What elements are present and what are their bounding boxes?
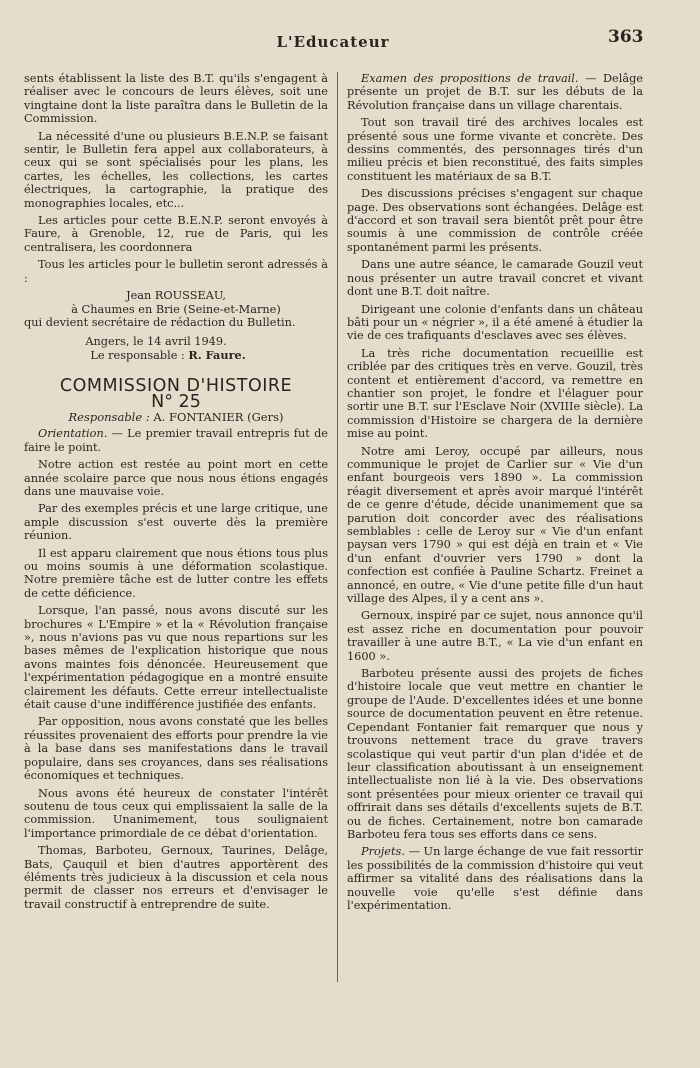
responsible-label: Le responsable : [90,348,185,362]
left-column [24,72,328,915]
responsable-label: Responsable : [68,409,150,424]
paragraph: Les articles pour cette B.E.N.P. seront envoyés à Faure, à Grenoble, 12, rue de Paris, qui les centralisera, les coordonnera [24,214,328,254]
exam-text: — Delâge présente un projet de B.T. sur les débuts de la Révolution française dans un village charentais. [347,72,643,112]
projects-text: — Un large échange de vue fait ressortir les possibilités de la commission d'histoire qui veut affirmer sa vitalité dans des réalisations dans la nouvelle voie qu'elle s'est définie dans l'expérimentation. [347,845,643,912]
paragraph: Il est apparu clairement que nous étions tous plus ou moins soumis à une déformation scolastique. Notre première tâche est de lutter contre les effets de cette déficience. [24,546,328,600]
column-divider [337,72,338,982]
exam-paragraph [347,72,643,112]
orientation-text: — Le premier travail entrepris fut de faire le point. [24,427,328,454]
orientation-paragraph [24,427,328,454]
section-title: COMMISSION D'HISTOIRE [59,376,293,397]
running-title: L'Educateur [276,33,390,51]
paragraph: Thomas, Barboteu, Gernoux, Taurines, Delâge, Bats, Çauquil et bien d'autres apportèrent des éléments très judicieux à la discussion et cela nous permit de classer nos erreurs et d'envisager le travail constructif à entreprendre de suite. [24,844,328,911]
paragraph: Dans une autre séance, le camarade Gouzil veut nous présenter un autre travail concret et vivant dont une B.T. doit naître. [347,258,643,299]
section-number: N° 25 [151,391,201,412]
paragraph: Par des exemples précis et une large critique, une ample discussion s'est ouverte dès la première réunion. [24,502,328,543]
signature-role: qui devient secrétaire de rédaction du Bulletin. [24,315,296,329]
paragraph: Des discussions précises s'engagent sur chaque page. Des observations sont échangées. Delâge est d'accord et son travail sera bientôt prêt pour être soumis à une commission de contrôle créée spontanément parmi les présents. [347,187,643,254]
paragraph: La très riche documentation recueillie est criblée par des critiques très en verve. Gouzil, très content et entièrement d'accord, va remettre en chantier son projet, le fondre et l'élaguer pour sortir une B.T. sur l'Esclave Noir (XVIIIe siècle). La commission d'Histoire se chargera de la dernière mise au point. [347,346,643,441]
paragraph: sents établissent la liste des B.T. qu'ils s'engagent à réaliser avec le concours de leurs élèves, soit une vingtaine dont la liste paraîtra dans le Bulletin de la Commission. [24,72,328,126]
paragraph: Gernoux, inspiré par ce sujet, nous annonce qu'il est assez riche en documentation pour pouvoir travailler à une autre B.T., « La vie d'un enfant en 1600 ». [347,609,643,663]
responsable-name: A. FONTANIER (Gers) [153,409,284,424]
paragraph: Par opposition, nous avons constaté que les belles réussites provenaient des efforts pour prendre la vie à la base dans ses manifestations dans le travail populaire, dans ses croyances, dans ses réalisations économiques et techniques. [24,715,328,783]
paragraph: Tous les articles pour le bulletin seront adressés à : [24,258,328,285]
projects-lead: Projets. [361,845,405,859]
right-column [347,72,643,916]
paragraph: La nécessité d'une ou plusieurs B.E.N.P. se faisant sentir, le Bulletin fera appel aux collaborateurs, à ceux qui se sont spécialisés pour les plans, les cartes, les échelles, les collections, les cartes électriques, la cartographie, la pratique des monographies locales, etc... [24,129,328,210]
orientation-lead: Orientation. [38,427,108,441]
paragraph: Tout son travail tiré des archives locales est présenté sous une forme vivante et concrète. Des dessins commentés, des personnages tirés d'un milieu précis et bien reconstitué, des faits simples constituent les matériaux de sa B.T. [347,116,643,183]
signature-address: à Chaumes en Brie (Seine-et-Marne) [71,302,281,316]
signature-block [24,289,328,362]
paragraph: Dirigeant une colonie d'enfants dans un château bâti pour un « négrier », il a été amené à étudier la vie de ces trafiquants d'esclaves avec ses élèves. [347,302,643,343]
place-date: Angers, le 14 avril 1949. [85,335,227,349]
responsible-line [24,349,328,362]
section-responsable [24,411,328,424]
projects-paragraph [347,845,643,912]
paragraph: Lorsque, l'an passé, nous avons discuté sur les brochures « L'Empire » et la « Révolution française », nous n'avions pas vu que nous repartions sur les bases mêmes de l'explication historique que nous avons maintes fois dénoncée. Heureusement que l'expérimentation pédagogique en a montré ensuite clairement les défauts. Cette erreur intellectualiste était cause d'une indifférence justifiée des enfants. [24,604,328,712]
paragraph: Notre action est restée au point mort en cette année scolaire parce que nous nous étions engagés dans une mauvaise voie. [24,458,328,498]
signature-name: Jean ROUSSEAU, [126,289,226,303]
paragraph: Notre ami Leroy, occupé par ailleurs, nous communique le projet de Carlier sur « Vie d'un enfant bourgeois vers 1890 ». La commission réagit diversement et après avoir marqué l'intérêt de ce genre d'étude, décide unanimement que sa parution doit concorder avec des réalisations semblables : celle de Leroy sur « Vie d'un enfant paysan vers 1790 » qui est déjà en train et « Vie d'un enfant d'ouvrier vers 1790 » dont la confection est confiée à Pauline Schartz. Freinet a annoncé, en outre, « Vie d'une petite fille d'un haut village des Alpes, il y a cent ans ». [347,444,643,606]
page-number: 363 [608,27,644,47]
paragraph: Barboteu présente aussi des projets de fiches d'histoire locale que veut mettre en chantier le groupe de l'Aude. D'excellentes idées et une bonne source de documentation peuvent en être retenue. Cependant Fontanier fait remarquer que nous y trouvons nettement trace du grave travers scolastique qui veut partir d'un plan d'idée et de leur classification aboutissant à un enseignement intellectualiste non lié à la vie. Des observations sont présentées pour mieux orienter ce travail qui offrirait dans ses détails d'excellents sujets de B.T. ou de fiches. Certainement, notre bon camarade Barboteu fera tous ses efforts dans ce sens. [347,667,643,841]
paragraph: Nous avons été heureux de constater l'intérêt soutenu de tous ceux qui emplissaient la salle de la commission. Unanimement, tous soulignaient l'importance primordiale de ce débat d'orientation. [24,786,328,840]
responsible-name: R. Faure. [188,347,246,362]
exam-lead: Examen des propositions de travail. [361,72,579,85]
